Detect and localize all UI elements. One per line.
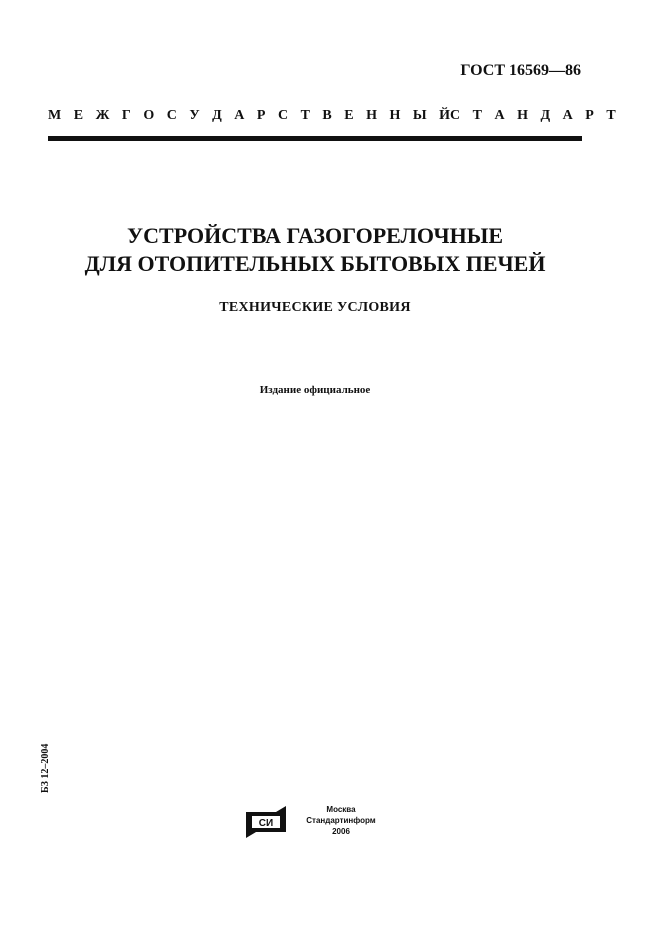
- title-line-1: УСТРОЙСТВА ГАЗОГОРЕЛОЧНЫЕ: [126, 223, 504, 248]
- letter: Д: [540, 108, 551, 123]
- edition-note: Издание официальное: [259, 384, 371, 396]
- letter: С: [277, 108, 289, 123]
- document-subtitle: ТЕХНИЧЕСКИЕ УСЛОВИЯ: [219, 300, 411, 315]
- publisher-name: Стандартинформ: [306, 816, 376, 825]
- letter: Т: [300, 108, 310, 123]
- standard-type-heading: [48, 108, 616, 124]
- letter: Н: [389, 108, 401, 123]
- logo-text: СИ: [258, 818, 274, 829]
- standard-type-word-1: [48, 108, 450, 124]
- publisher-city: Москва: [326, 805, 356, 814]
- publisher-info: [306, 804, 376, 837]
- letter: Н: [517, 108, 529, 123]
- letter: С: [166, 108, 177, 123]
- letter: В: [322, 108, 332, 123]
- letter: Е: [344, 108, 354, 123]
- letter: Т: [472, 108, 482, 123]
- document-title: [0, 222, 630, 278]
- letter: Ы: [412, 108, 427, 123]
- letter: О: [143, 108, 155, 123]
- letter: Р: [585, 108, 594, 123]
- publisher-logo-icon: [246, 806, 286, 838]
- letter: Н: [366, 108, 377, 123]
- letter: У: [189, 108, 200, 123]
- letter: А: [562, 108, 573, 123]
- title-line-2: ДЛЯ ОТОПИТЕЛЬНЫХ БЫТОВЫХ ПЕЧЕЙ: [84, 251, 546, 276]
- letter: С: [450, 108, 461, 123]
- letter: Д: [212, 108, 222, 123]
- letter: А: [494, 108, 505, 123]
- letter: А: [234, 108, 245, 123]
- letter: Т: [606, 108, 616, 123]
- letter: Е: [73, 108, 84, 123]
- publisher-year: 2006: [332, 827, 350, 836]
- document-code: ГОСТ 16569—86: [460, 62, 581, 79]
- header-rule: [48, 136, 582, 141]
- letter: Р: [256, 108, 266, 123]
- letter: Й: [439, 108, 451, 123]
- letter: М: [48, 108, 62, 123]
- letter: Г: [121, 108, 131, 123]
- letter: Ж: [95, 108, 110, 123]
- side-code: БЗ 12–2004: [40, 743, 51, 793]
- standard-type-word-2: [450, 108, 616, 124]
